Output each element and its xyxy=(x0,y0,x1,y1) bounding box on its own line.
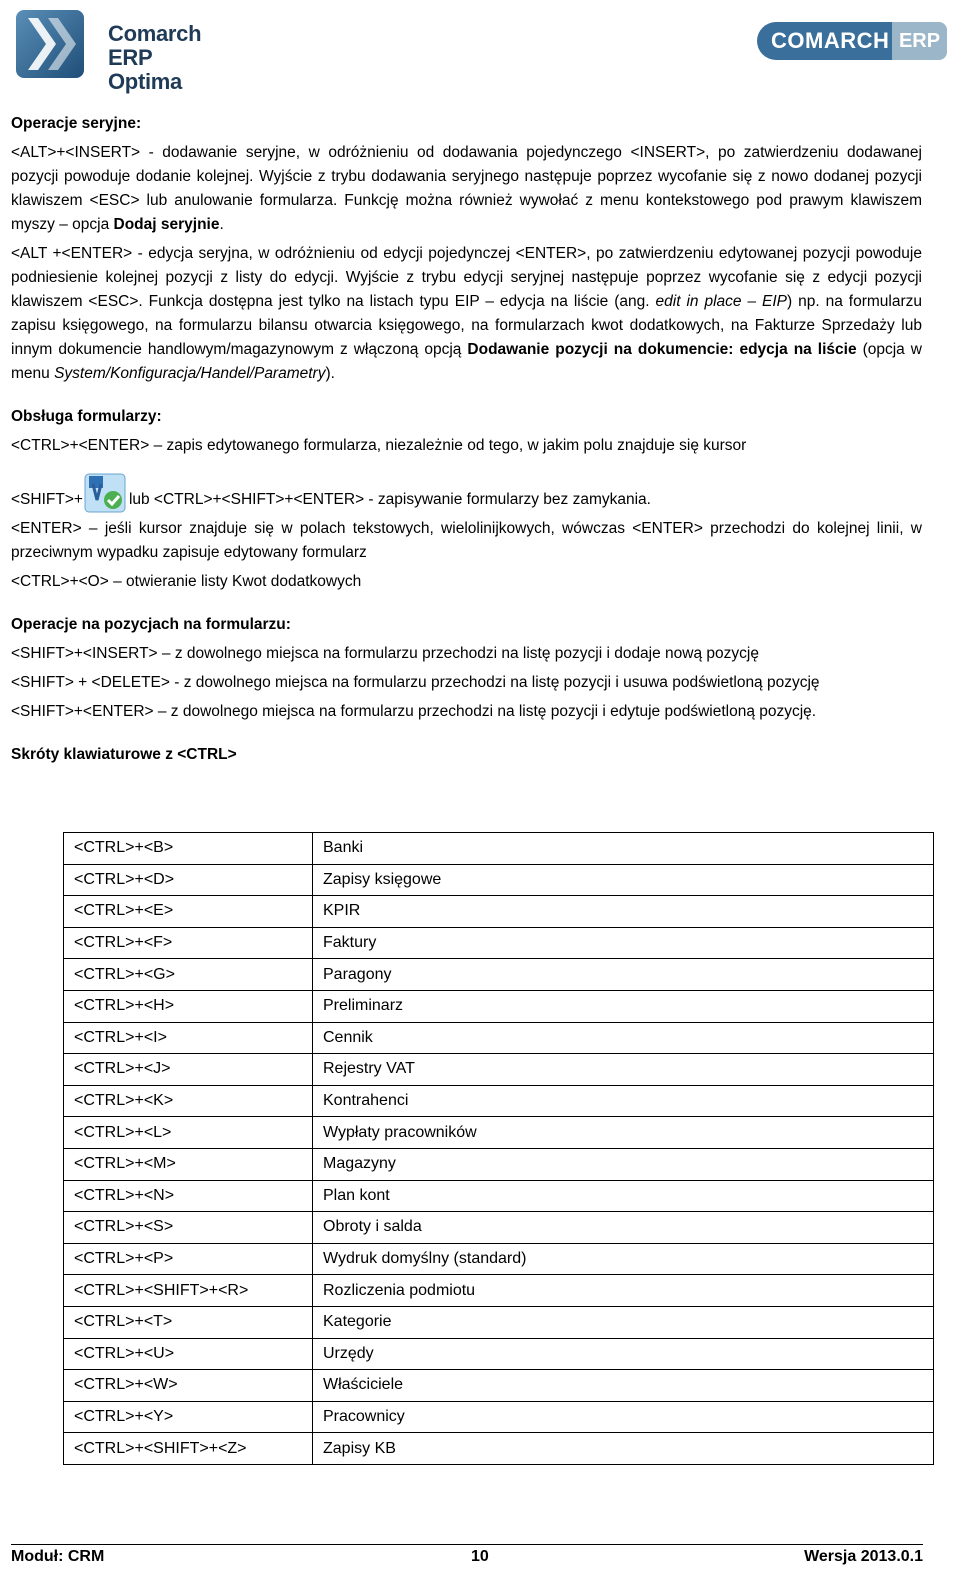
shortcut-key: <CTRL>+<H> xyxy=(64,990,313,1022)
shortcut-key: <CTRL>+<N> xyxy=(64,1180,313,1212)
shortcut-action: Wypłaty pracowników xyxy=(313,1117,934,1149)
option-name: Dodawanie pozycji na dokumencie: edycja na liście xyxy=(467,341,857,358)
section-title-items: Operacje na pozycjach na formularzu: xyxy=(11,616,291,633)
shortcut-action: Zapisy księgowe xyxy=(313,864,934,896)
table-row xyxy=(64,1401,934,1433)
shortcut-key: <CTRL>+<S> xyxy=(64,1212,313,1244)
shortcut-action: Urzędy xyxy=(313,1338,934,1370)
paragraph-forms-save: <CTRL>+<ENTER> – zapis edytowanego formularza, niezależnie od tego, w jakim polu znajduje się kursor xyxy=(11,437,747,454)
table-row xyxy=(64,1054,934,1086)
table-row xyxy=(64,1148,934,1180)
table-row xyxy=(64,1180,934,1212)
footer-module: Moduł: CRM xyxy=(11,1548,105,1565)
text-run: ). xyxy=(325,365,335,382)
shortcut-key: <CTRL>+<W> xyxy=(64,1370,313,1402)
shortcut-action: Pracownicy xyxy=(313,1401,934,1433)
paragraph-items-insert: <SHIFT>+<INSERT> – z dowolnego miejsca na formularzu przechodzi na listę pozycji i dodaje nową pozycję xyxy=(11,645,759,662)
paragraph-serial-edit xyxy=(11,242,922,386)
shortcut-key: <CTRL>+<E> xyxy=(64,896,313,928)
shortcut-action: Zapisy KB xyxy=(313,1433,934,1465)
product-name xyxy=(108,22,244,94)
shortcut-key: <CTRL>+<F> xyxy=(64,927,313,959)
shortcut-action: Preliminarz xyxy=(313,990,934,1022)
ctrl-shortcuts-table-body xyxy=(64,833,934,1465)
shortcut-key: <CTRL>+<M> xyxy=(64,1148,313,1180)
shortcut-key: <CTRL>+<T> xyxy=(64,1306,313,1338)
italic-term: edit in place – EIP xyxy=(655,293,787,310)
shortcut-key: <CTRL>+<U> xyxy=(64,1338,313,1370)
table-row xyxy=(64,1212,934,1244)
paragraph-serial-add xyxy=(11,141,922,237)
shortcut-action: Rozliczenia podmiotu xyxy=(313,1275,934,1307)
table-row xyxy=(64,959,934,991)
section-title-serial: Operacje seryjne: xyxy=(11,115,142,132)
document-body xyxy=(11,112,922,772)
table-row xyxy=(64,1370,934,1402)
product-name-line1: Comarch ERP xyxy=(108,21,202,70)
shortcut-action: Cennik xyxy=(313,1022,934,1054)
paragraph-forms-ctrl-o: <CTRL>+<O> – otwieranie listy Kwot dodatkowych xyxy=(11,573,362,590)
shortcut-action: KPIR xyxy=(313,896,934,928)
shortcut-key: <CTRL>+<L> xyxy=(64,1117,313,1149)
table-row xyxy=(64,927,934,959)
paragraph-forms-enter: <ENTER> – jeśli kursor znajduje się w polach tekstowych, wielolinijkowych, wówczas <ENTER> przechodzi do kolejnej linii, w przeciwnym wypadku zapisuje edytowany formularz xyxy=(11,520,922,561)
text-run: lub <CTRL>+<SHIFT>+<ENTER> - zapisywanie formularzy bez zamykania. xyxy=(128,491,651,508)
brand-label: COMARCH xyxy=(757,22,897,60)
shortcut-action: Paragony xyxy=(313,959,934,991)
shortcut-key: <CTRL>+<K> xyxy=(64,1085,313,1117)
text-run: . xyxy=(219,216,224,233)
shortcut-action: Kontrahenci xyxy=(313,1085,934,1117)
shortcut-action: Plan kont xyxy=(313,1180,934,1212)
section-title-ctrl-shortcuts: Skróty klawiaturowe z <CTRL> xyxy=(11,746,237,763)
table-row xyxy=(64,833,934,865)
section-title-forms: Obsługa formularzy: xyxy=(11,408,162,425)
shortcut-key: <CTRL>+<Y> xyxy=(64,1401,313,1433)
paragraph-items-enter: <SHIFT>+<ENTER> – z dowolnego miejsca na formularzu przechodzi na listę pozycji i edytuje podświetloną pozycję. xyxy=(11,703,817,720)
text-run: <ALT +<ENTER> - edycja seryjna, w odróżnieniu od edycji pojedynczej <ENTER>, po zatwierdzeniu edytowanej pozycji powoduje podniesienie kolejnej pozycji z listy do edycji. Wyjście z trybu edycji seryjnej następuje poprzez wycofanie się z edycji pozycji klawiszem <ESC>. Funkcja dostępna jest tylko na listach typu EIP – edycja na liście (ang. xyxy=(11,245,922,310)
footer-version: Wersja 2013.0.1 xyxy=(804,1548,923,1565)
shortcut-key: <CTRL>+<B> xyxy=(64,833,313,865)
shortcut-key: <CTRL>+<SHIFT>+<Z> xyxy=(64,1433,313,1465)
ctrl-shortcuts-table xyxy=(63,832,934,1465)
text-run: <SHIFT>+ xyxy=(11,491,83,508)
shortcut-key: <CTRL>+<I> xyxy=(64,1022,313,1054)
page-footer xyxy=(11,1544,923,1565)
save-without-closing-icon xyxy=(83,470,127,514)
shortcut-key: <CTRL>+<P> xyxy=(64,1243,313,1275)
table-row xyxy=(64,864,934,896)
shortcut-action: Faktury xyxy=(313,927,934,959)
table-row xyxy=(64,1022,934,1054)
table-row xyxy=(64,1117,934,1149)
shortcut-key: <CTRL>+<G> xyxy=(64,959,313,991)
shortcut-key: <CTRL>+<SHIFT>+<R> xyxy=(64,1275,313,1307)
table-row xyxy=(64,1338,934,1370)
comarch-optima-logo xyxy=(14,8,244,94)
shortcut-action: Kategorie xyxy=(313,1306,934,1338)
table-row xyxy=(64,1433,934,1465)
shortcut-action: Rejestry VAT xyxy=(313,1054,934,1086)
product-name-line2: Optima xyxy=(108,69,182,94)
shortcut-action: Właściciele xyxy=(313,1370,934,1402)
shortcut-action: Obroty i salda xyxy=(313,1212,934,1244)
paragraph-forms-save-icon xyxy=(11,468,922,512)
footer-page-number: 10 xyxy=(471,1548,489,1565)
table-row xyxy=(64,1243,934,1275)
table-row xyxy=(64,1085,934,1117)
shortcut-action: Wydruk domyślny (standard) xyxy=(313,1243,934,1275)
text-run: ) np. na formularzu zapisu księgowego, na formularzu bilansu otwarcia księgowego, na formularzach kwot dodatkowych, na Fakturze Sprzedaży lub innym dokumencie handlowym/magazynowym z włączoną opcją xyxy=(11,293,922,358)
shortcut-key: <CTRL>+<D> xyxy=(64,864,313,896)
paragraph-items-delete: <SHIFT> + <DELETE> - z dowolnego miejsca na formularzu przechodzi na listę pozycji i usuwa podświetloną pozycję xyxy=(11,674,820,691)
text-run: (opcja w menu xyxy=(11,341,922,382)
table-row xyxy=(64,1306,934,1338)
shortcut-action: Magazyny xyxy=(313,1148,934,1180)
shortcut-key: <CTRL>+<J> xyxy=(64,1054,313,1086)
option-name: Dodaj seryjnie xyxy=(113,216,220,233)
table-row xyxy=(64,1275,934,1307)
menu-path: System/Konfiguracja/Handel/Parametry xyxy=(54,365,326,382)
text-run: <ALT>+<INSERT> - dodawanie seryjne, w odróżnieniu od dodawania pojedynczego <INSERT>, po zatwierdzeniu dodawanej pozycji powoduje dodanie kolejnej. Wyjście z trybu dodawania seryjnego następuje poprzez wycofanie się z nowo dodanej pozycji klawiszem <ESC> lub anulowanie formularza. Funkcję można również wywołać z menu kontekstowego pod prawym klawiszem myszy – opcja xyxy=(11,144,922,233)
brand-suffix: ERP xyxy=(892,22,947,60)
table-row xyxy=(64,990,934,1022)
comarch-erp-brand xyxy=(757,22,947,62)
shortcut-action: Banki xyxy=(313,833,934,865)
table-row xyxy=(64,896,934,928)
comarch-optima-logo-icon xyxy=(14,8,86,80)
